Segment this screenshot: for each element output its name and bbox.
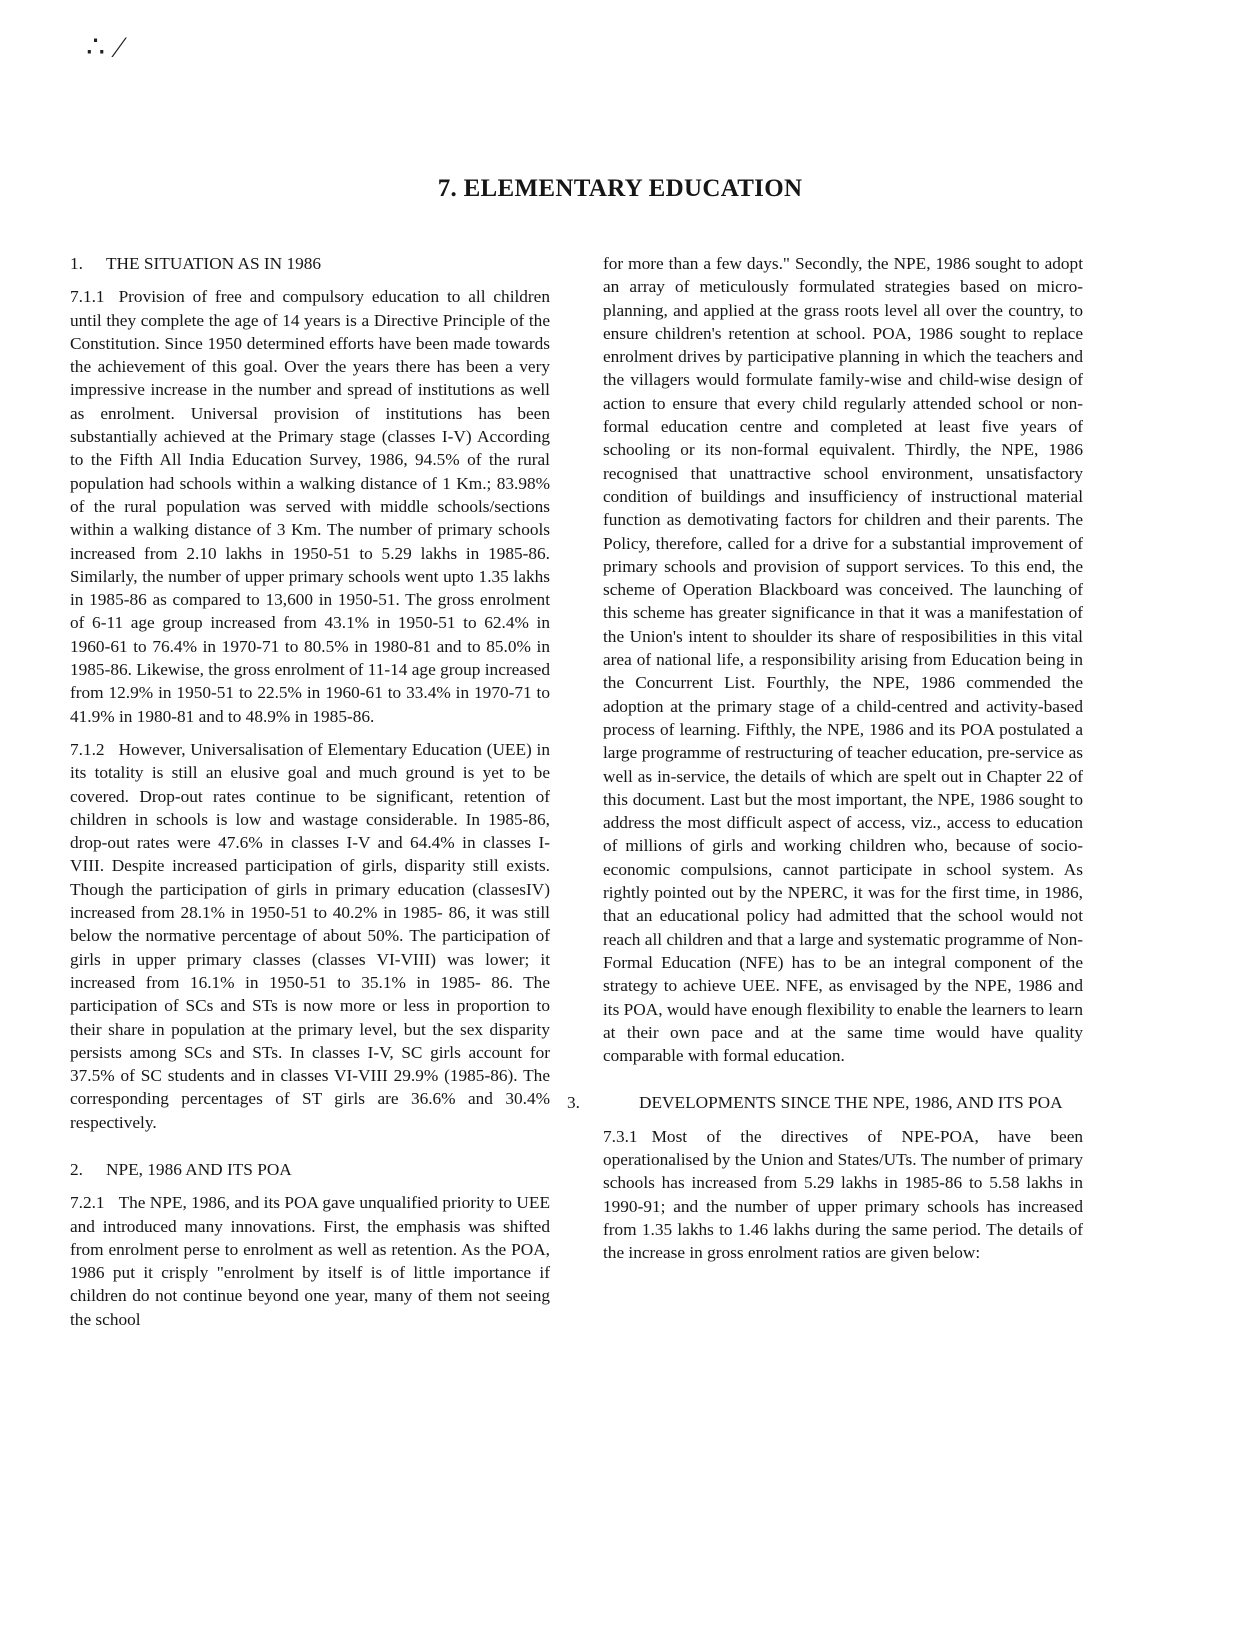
paragraph-number: 7.1.1 (70, 287, 105, 307)
paragraph-7-3-1 (603, 1125, 1083, 1265)
section-title: NPE, 1986 AND ITS POA (106, 1159, 292, 1179)
left-column (70, 252, 550, 1341)
section-heading-1 (70, 252, 550, 275)
paragraph-text: However, Universalisation of Elementary Education (UEE) in its totality is still an elusive goal and much ground is yet to be covered. Drop-out rates continue to be significant, retention of children in schools is low and wastage considerable. In 1985-86, drop-out rates were 47.6% in classes I-V and 64.4% in classes I- VIII. Despite increased participation of girls, disparity still exists. Though the participation of girls in primary education (classesIV) increased from 28.1% in 1950-51 to 40.2% in 1985- 86, it was still below the normative percentage of about 50%. The participation of girls in upper primary classes (classes VI-VIII) was lower; it increased from 16.1% in 1950-51 to 35.1% in 1985- 86. The participation of SCs and STs is now more or less in proportion to their share in population at the primary level, but the sex disparity persists among SCs and STs. In classes I-V, SC girls account for 37.5% of SC students and in classes VI-VIII 29.9% (1985-86). The corresponding percentages of ST girls are 36.6% and 30.4% respectively. (70, 739, 550, 1132)
section-number: 3. (567, 1093, 580, 1113)
page-title: 7. ELEMENTARY EDUCATION (437, 175, 803, 202)
paragraph-number: 7.3.1 (603, 1126, 638, 1146)
section-heading-2 (70, 1158, 550, 1181)
section-title: THE SITUATION AS IN 1986 (106, 254, 322, 273)
paragraph-7-1-1 (70, 285, 550, 728)
paragraph-continuation: for more than a few days." Secondly, the NPE, 1986 sought to adopt an array of meticulously formulated strategies based on micro-planning, and applied at the grass roots level all over the country, to ensure children's retention at school. POA, 1986 sought to replace enrolment drives by participative planning in which the teachers and the villagers would formulate family-wise and child-wise design of action to ensure that every child regularly attended school or non-formal education centre and completed at least five years of schooling or its non-formal equivalent. Thirdly, the NPE, 1986 recognised that unattractive school environment, unsatisfactory condition of buildings and insufficiency of instructional material function as demotivating factors for children and their parents. The Policy, therefore, called for a drive for a substantial improvement of primary schools and provision of support services. To this end, the scheme of Operation Blackboard was conceived. The launching of this scheme has greater significance in that it was a manifestation of the Union's intent to shoulder its share of resposibilities in this vital area of national life, a responsibility arising from Education being in the Concurrent List. Fourthly, the NPE, 1986 commended the adoption at the primary stage of a child-centred and activity-based process of learning. Fifthly, the NPE, 1986 and its POA postulated a large programme of restructuring of teacher education, pre-service as well as in-service, the details of which are spelt out in Chapter 22 of this document. Last but the most important, the NPE, 1986 sought to address the most difficult aspect of access, viz., access to education of millions of girls and working children who, because of socio-economic compulsions, cannot participate in school system. As rightly pointed out by the NPERC, it was for the first time, in 1986, that an educational policy had admitted that the school would not reach all children and that a large and systematic programme of Non-Formal Education (NFE) has to be an integral component of the strategy to achieve UEE. NFE, as envisaged by the NPE, 1986 and its POA, would have enough flexibility to enable the learners to learn at their own pace and at the same time would have quality comparable with formal education. (603, 254, 1083, 1066)
section-title: DEVELOPMENTS SINCE THE NPE, 1986, AND ITS POA (639, 1093, 1063, 1113)
page-mark: ∴ ⁄ (86, 31, 124, 64)
right-column (567, 252, 1083, 1274)
section-heading-3 (567, 1091, 1083, 1114)
paragraph-text: The NPE, 1986, and its POA gave unqualified priority to UEE and introduced many innovations. First, the emphasis was shifted from enrolment perse to enrolment as well as retention. As the POA, 1986 put it crisply "enrolment by itself is of little importance if children do not continue beyond one year, many of them not seeing the school (70, 1193, 550, 1329)
paragraph-number: 7.1.2 (70, 739, 105, 759)
section-number: 1. (70, 254, 83, 273)
section-number: 2. (70, 1159, 83, 1179)
paragraph-text: Most of the directives of NPE-POA, have been operationalised by the Union and States/UTs. The number of primary schools has increased from 5.29 lakhs in 1985-86 to 5.58 lakhs in 1990-91; and the number of upper primary schools has increased from 1.35 lakhs to 1.46 lakhs during the same period. The details of the increase in gross enrolment ratios are given below: (603, 1126, 1083, 1263)
paragraph-7-1-2 (70, 738, 550, 1134)
paragraph-text: Provision of free and compulsory education to all children until they complete the age of 14 years is a Directive Principle of the Constitution. Since 1950 determined efforts have been made towards the achievement of this goal. Over the years there has been a very impressive increase in the number and spread of institutions as well as enrolment. Universal provision of institutions has been substantially achieved at the Primary stage (classes I-V) According to the Fifth All India Education Survey, 1986, 94.5% of the rural population had schools within a walking distance of 1 Km.; 83.98% of the rural population was served with middle schools/sections within a walking distance of 3 Km. The number of primary schools increased from 2.10 lakhs in 1950-51 to 5.29 lakhs in 1985-86. Similarly, the number of upper primary schools went upto 1.35 lakhs in 1985-86 as compared to 13,600 in 1950-51. The gross enrolment of 6-11 age group increased from 43.1% in 1950-51 to 62.4% in 1960-61 to 76.4% in 1970-71 to 80.5% in 1980-81 and to 85.0% in 1985-86. Likewise, the gross enrolment of 11-14 age group increased from 12.9% in 1950-51 to 22.5% in 1960-61 to 33.4% in 1970-71 to 41.9% in 1980-81 and to 48.9% in 1985-86. (70, 287, 550, 726)
paragraph-number: 7.2.1 (70, 1193, 105, 1213)
paragraph-7-2-1 (70, 1191, 550, 1331)
